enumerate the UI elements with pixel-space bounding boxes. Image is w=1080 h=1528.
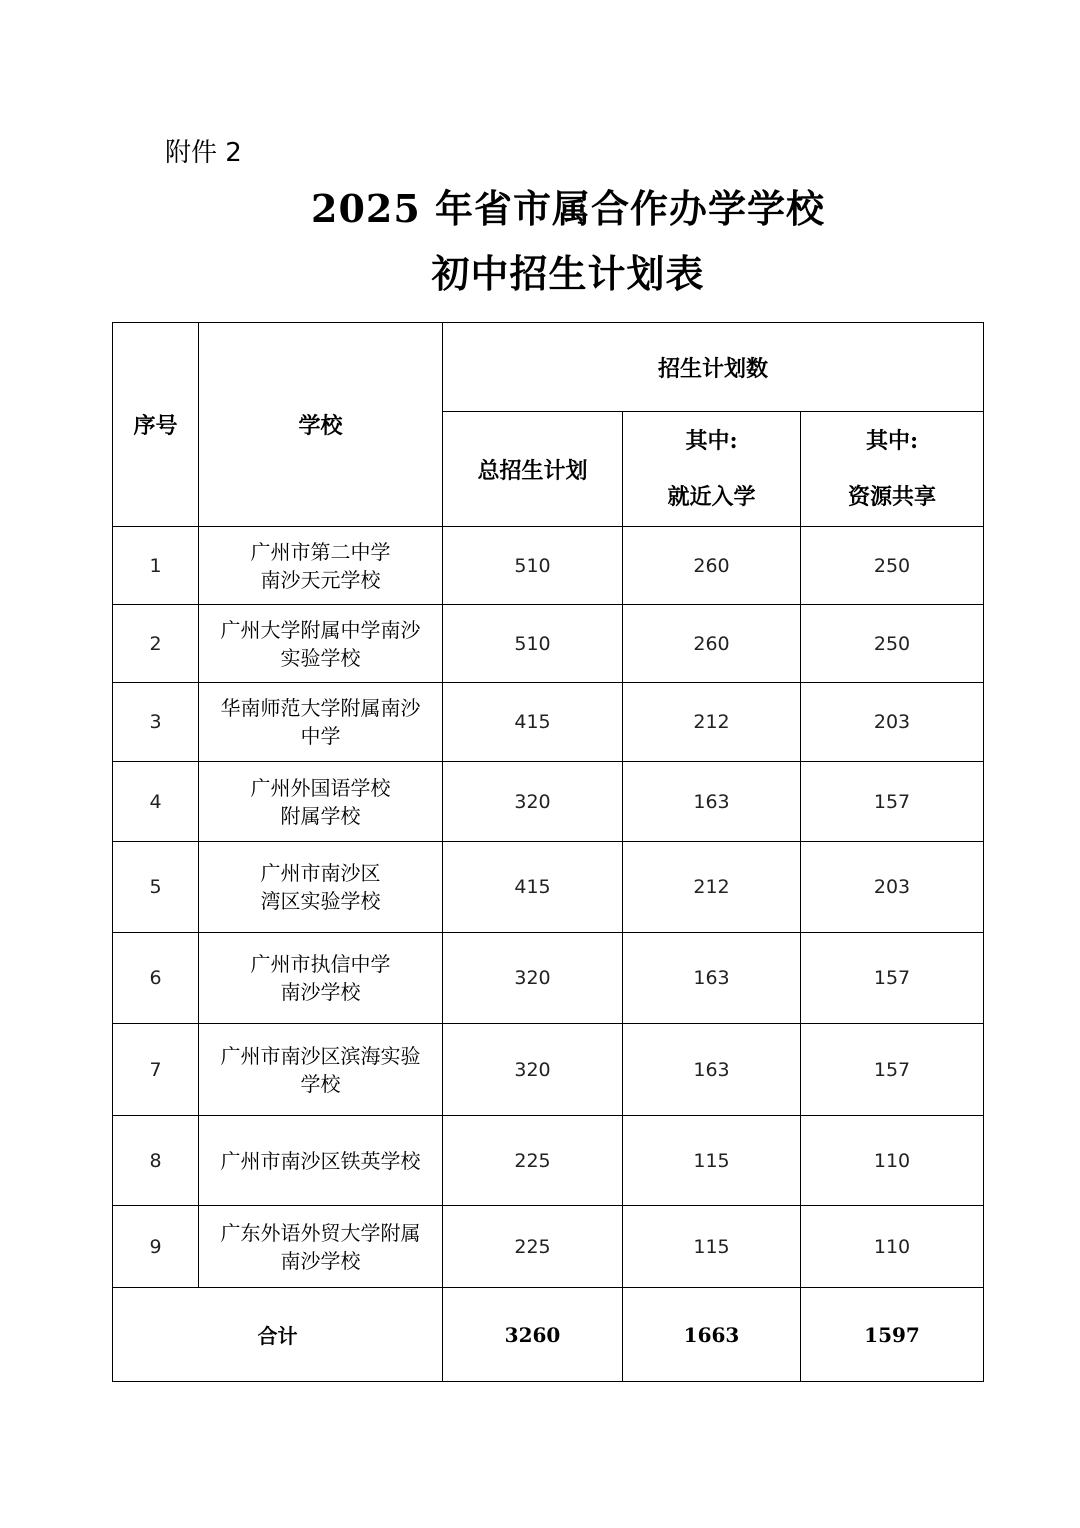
row-school — [199, 527, 443, 605]
page-title-line1: 2025 年省市属合作办学学校 — [311, 186, 825, 231]
row-seq: 2 — [113, 605, 199, 683]
row-seq: 8 — [113, 1116, 199, 1206]
school-name-line1: 广州外国语学校 — [250, 775, 391, 800]
row-school — [199, 762, 443, 842]
school-name-line2: 学校 — [300, 1071, 341, 1096]
row-nearby: 115 — [623, 1116, 801, 1206]
row-shared: 203 — [801, 683, 984, 762]
table-row — [113, 605, 984, 683]
attachment-label: 附件 2 — [165, 138, 242, 168]
row-shared: 250 — [801, 527, 984, 605]
school-name-line2: 南沙天元学校 — [260, 567, 381, 592]
row-seq: 9 — [113, 1206, 199, 1288]
row-total: 415 — [443, 842, 623, 933]
row-total: 510 — [443, 527, 623, 605]
header-nearby-line2: 就近入学 — [667, 484, 756, 510]
row-seq: 4 — [113, 762, 199, 842]
total-row — [113, 1288, 984, 1382]
row-seq: 7 — [113, 1024, 199, 1116]
row-nearby: 115 — [623, 1206, 801, 1288]
row-shared: 157 — [801, 762, 984, 842]
row-nearby: 163 — [623, 762, 801, 842]
school-name-line2: 南沙学校 — [280, 980, 361, 1004]
row-shared: 110 — [801, 1206, 984, 1288]
row-nearby: 260 — [623, 527, 801, 605]
row-nearby: 212 — [623, 683, 801, 762]
header-shared — [801, 412, 984, 527]
school-name-line1: 广州市执信中学 — [250, 952, 391, 976]
row-nearby: 163 — [623, 1024, 801, 1116]
row-school — [199, 605, 443, 683]
total-label: 合计 — [113, 1288, 443, 1382]
row-total: 320 — [443, 933, 623, 1024]
school-name-line1: 广东外语外贸大学附属 — [220, 1220, 421, 1245]
header-total: 总招生计划 — [443, 412, 623, 527]
school-name-line1: 广州市南沙区铁英学校 — [220, 1148, 421, 1173]
school-name-line2: 中学 — [300, 724, 341, 748]
header-nearby — [623, 412, 801, 527]
row-total: 415 — [443, 683, 623, 762]
row-shared: 157 — [801, 1024, 984, 1116]
row-school — [199, 1206, 443, 1288]
total-total: 3260 — [443, 1288, 623, 1382]
row-school — [199, 933, 443, 1024]
table-row — [113, 1024, 984, 1116]
school-name-line1: 广州市南沙区滨海实验 — [220, 1043, 421, 1068]
school-name-line2: 实验学校 — [280, 645, 361, 670]
row-seq: 5 — [113, 842, 199, 933]
school-name-line2: 附属学校 — [280, 803, 361, 828]
header-nearby-line1: 其中: — [685, 428, 738, 454]
school-name-line1: 华南师范大学附属南沙 — [220, 696, 421, 720]
row-school — [199, 1024, 443, 1116]
row-school — [199, 683, 443, 762]
header-school: 学校 — [199, 323, 443, 527]
school-name-line2: 南沙学校 — [280, 1248, 361, 1273]
row-shared: 203 — [801, 842, 984, 933]
row-shared: 110 — [801, 1116, 984, 1206]
row-total: 320 — [443, 762, 623, 842]
table-row — [113, 842, 984, 933]
row-seq: 6 — [113, 933, 199, 1024]
header-seq: 序号 — [113, 323, 199, 527]
header-shared-line1: 其中: — [865, 428, 919, 454]
row-nearby: 163 — [623, 933, 801, 1024]
table-row — [113, 527, 984, 605]
table-row — [113, 933, 984, 1024]
header-plan-group: 招生计划数 — [443, 323, 984, 412]
row-school — [199, 1116, 443, 1206]
total-shared: 1597 — [801, 1288, 984, 1382]
school-name-line1: 广州大学附属中学南沙 — [220, 617, 421, 642]
school-name-line2: 湾区实验学校 — [260, 889, 381, 913]
school-name-line1: 广州市第二中学 — [250, 539, 391, 564]
row-nearby: 212 — [623, 842, 801, 933]
total-nearby: 1663 — [623, 1288, 801, 1382]
table-row — [113, 1116, 984, 1206]
row-total: 320 — [443, 1024, 623, 1116]
row-total: 510 — [443, 605, 623, 683]
page-title-line2: 初中招生计划表 — [431, 251, 705, 296]
school-name-line1: 广州市南沙区 — [260, 861, 381, 885]
row-seq: 1 — [113, 527, 199, 605]
row-school — [199, 842, 443, 933]
table-row — [113, 762, 984, 842]
row-total: 225 — [443, 1116, 623, 1206]
row-shared: 250 — [801, 605, 984, 683]
table-row — [113, 683, 984, 762]
enrollment-plan-table — [112, 322, 984, 1382]
header-shared-line2: 资源共享 — [848, 484, 937, 510]
row-seq: 3 — [113, 683, 199, 762]
row-shared: 157 — [801, 933, 984, 1024]
row-nearby: 260 — [623, 605, 801, 683]
table-row — [113, 1206, 984, 1288]
row-total: 225 — [443, 1206, 623, 1288]
